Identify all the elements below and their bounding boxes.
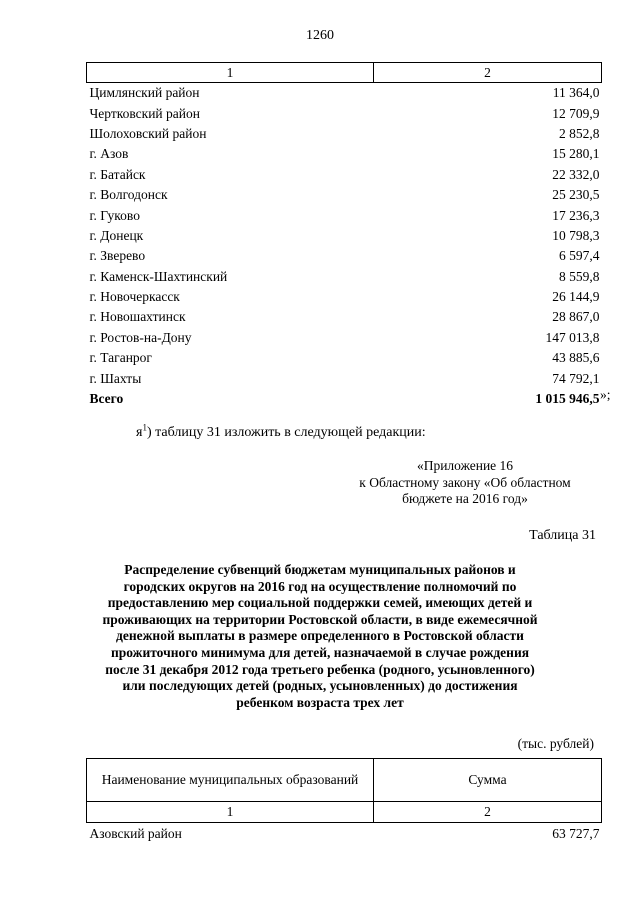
table-row (87, 246, 602, 266)
amount-value: 25 230,5 (552, 187, 600, 203)
amount-value: 22 332,0 (552, 166, 600, 182)
amount-value: 17 236,3 (552, 207, 600, 223)
municipality-name: г. Каменск-Шахтинский (89, 268, 228, 284)
column-number-1: 1 (87, 63, 374, 83)
amount-value: 28 867,0 (552, 309, 600, 325)
table-row (87, 348, 602, 368)
municipality-name: г. Волгодонск (89, 187, 168, 203)
column-number-2: 2 (374, 63, 602, 83)
subsidy-table-continuation (86, 62, 602, 409)
municipality-name: г. Шахты (89, 370, 142, 386)
table-row (87, 328, 602, 348)
note-text: ) таблицу 31 изложить в следующей редакции: (146, 425, 426, 440)
municipality-name: г. Батайск (89, 166, 146, 182)
table-row (87, 144, 602, 164)
amount-value: 74 792,1 (552, 370, 600, 386)
total-row (87, 389, 602, 409)
table-row (87, 205, 602, 225)
column-number-1: 1 (87, 802, 374, 823)
header-amount: Сумма (374, 759, 602, 802)
municipality-name: г. Таганрог (89, 350, 152, 366)
municipality-name: Азовский район (89, 826, 182, 841)
page-number: 1260 (306, 28, 334, 43)
municipality-name: Шолоховский район (89, 125, 207, 141)
appendix-line-3: бюджете на 2016 год» (402, 491, 528, 506)
table-row (87, 185, 602, 205)
municipality-name: г. Гуково (89, 207, 140, 223)
amount-value: 2 852,8 (559, 125, 600, 141)
municipality-name: г. Донецк (89, 227, 144, 243)
municipality-name: г. Азов (89, 146, 129, 162)
amount-value: 26 144,9 (552, 289, 600, 305)
column-number-2: 2 (374, 802, 602, 823)
amount-value: 147 013,8 (545, 329, 600, 345)
municipality-name: г. Новошахтинск (89, 309, 186, 325)
subsidy-table (86, 758, 602, 845)
amount-value: 8 559,8 (559, 268, 600, 284)
amount-value: 11 364,0 (552, 85, 600, 101)
table-row (87, 83, 602, 104)
municipality-name: Цимлянский район (89, 85, 200, 101)
note-item-letter: я (136, 425, 143, 440)
table-row (87, 103, 602, 123)
total-value: 1 015 946,5 (535, 391, 600, 407)
total-label: Всего (89, 391, 124, 407)
amount-value: 10 798,3 (552, 227, 600, 243)
closing-quote-suffix: »; (600, 387, 611, 402)
table-title: Распределение субвенций бюджетам муниципальных районов и городских округов на 2016 год на осуществление полномочий по предоставлению мер социальной поддержки семей, имеющих детей и проживающих на территории Ростовской области, в виде ежемесячной денежной выплаты в размере определенного в Ростовской области прожиточного минимума для детей, назначаемой в случае рождения после 31 декабря 2012 года третьего ребенка (родного, усыновленного) или последующих детей (родных, усыновленных) до достижения ребенком возраста трех лет (102, 562, 538, 710)
table-row (87, 165, 602, 185)
appendix-line-1: «Приложение 16 (416, 458, 514, 473)
municipality-name: г. Зверево (89, 248, 146, 264)
table-label: Таблица 31 (529, 528, 596, 543)
municipality-name: г. Новочеркасск (89, 289, 180, 305)
note-superscript: 1 (142, 422, 147, 433)
table-row (87, 287, 602, 307)
table-row (87, 823, 602, 846)
appendix-line-2: к Областному закону «Об областном (359, 474, 571, 490)
table-row (87, 368, 602, 388)
amount-value: 15 280,1 (552, 146, 600, 162)
units-label: (тыс. рублей) (517, 736, 594, 751)
municipality-name: Чертковский район (89, 105, 200, 121)
amount-value: 6 597,4 (559, 248, 600, 264)
table-row (87, 124, 602, 144)
amount-value: 12 709,9 (552, 105, 600, 121)
amount-value: 63 727,7 (552, 826, 600, 841)
amount-value: 43 885,6 (552, 350, 600, 366)
header-municipality: Наименование муниципальных образований (87, 759, 374, 802)
appendix-reference (330, 458, 600, 508)
amendment-note (136, 422, 426, 441)
table-row (87, 267, 602, 287)
municipality-name: г. Ростов-на-Дону (89, 329, 192, 345)
table-row (87, 307, 602, 327)
table-row (87, 226, 602, 246)
